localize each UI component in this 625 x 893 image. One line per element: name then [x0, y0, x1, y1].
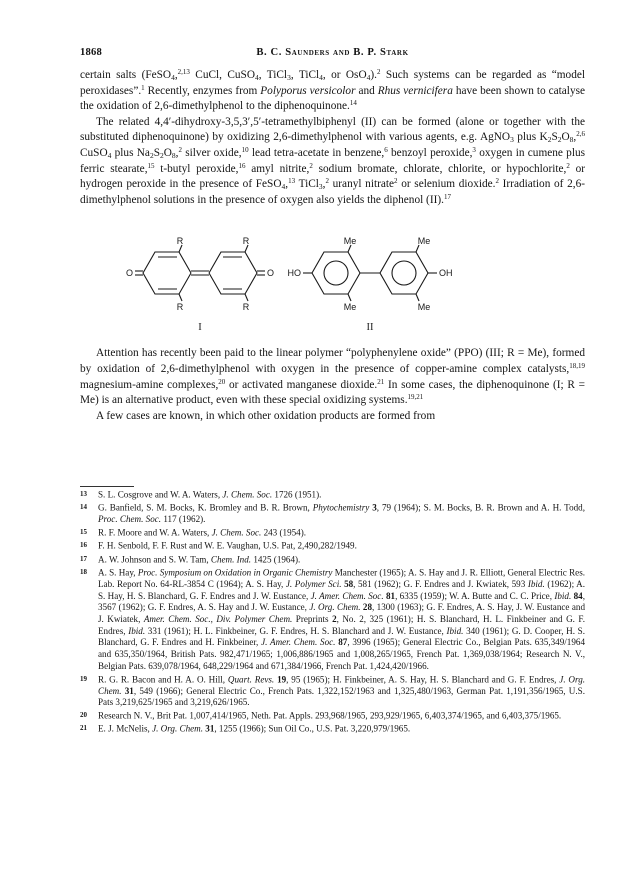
citation-marker: 2 — [178, 145, 182, 154]
subscript: 8 — [171, 150, 176, 160]
compound-label-ii: II — [366, 322, 374, 334]
running-header — [80, 47, 585, 63]
citation-marker: 10 — [241, 145, 249, 154]
emphasis: J. Org. Chem. — [152, 723, 203, 734]
citation-marker: 17 — [443, 192, 451, 201]
citation-marker: 3 — [472, 145, 476, 154]
footnote-number: 16 — [80, 541, 87, 550]
running-head-authors: B. C. Saunders and B. P. Stark — [256, 47, 409, 58]
citation-marker: 21 — [377, 377, 385, 386]
emphasis: J. Chem. Soc. — [211, 527, 262, 538]
subscript: 4 — [281, 182, 286, 192]
footnote-number: 13 — [80, 490, 87, 498]
footnote-number: 19 — [80, 674, 87, 683]
citation-marker: 6 — [384, 145, 388, 154]
emphasis: Ibid. — [527, 578, 545, 589]
methyl-1: Me — [343, 236, 357, 247]
footnote-21: 21 E. J. McNelis, J. Org. Chem. 31, 1255 (1966); Sun Oil Co., U.S. Pat. 3,220,979/1965. — [80, 723, 411, 734]
emphasis: Ibid. — [446, 625, 464, 636]
footnote-13: 13 S. L. Cosgrove and W. A. Waters, J. Chem. Soc. 1726 (1951). — [80, 489, 322, 500]
subscript: 4 — [107, 150, 112, 160]
citation-marker: 2 — [495, 177, 499, 186]
footnotes — [80, 489, 585, 737]
emphasis: 31 — [124, 685, 134, 696]
emphasis: 81 — [385, 590, 396, 601]
emphasis: 31 — [205, 723, 215, 734]
subscript: 4 — [171, 73, 175, 82]
footnote-number: 20 — [80, 711, 87, 720]
citation-marker: 20 — [218, 377, 226, 386]
paragraph-diphenol: The related 4,4′-dihydroxy-3,5,3′,5′-tetramethylbiphenyl (II) can be formed (alone or together with the substituted diphenoquinone) by oxidizing 2,6-dimethylphenol with various agents, e.g. AgNO$_3$ plus $K_2S_2O_8,^{2,6}$ CuSO$_4$ plus $Na_2S_2O_8,^2$ silver oxide,$^{10}$ lead tetra-acetate in benzene,$^6$ benzoyl peroxide,$^3$ oxygen in cumene plus ferric stearate,$^{15}$ t-butyl peroxide,$^{16}$ amyl nitrite,$^2$ sodium bromate, chlorate, chlorite, or hypochlorite,$^2$ or hydrogen peroxide in the presence of FeSO$_4$,$^{13}$ TiCl$_3$,$^2$ uranyl nitrate$^2$ or selenium dioxide.$^2$ Irradiation of 2,6-dimethylphenol solutions in the presence of oxygen also yields the diphenol (II).$^{17}$ — [80, 115, 586, 206]
paragraph-other-products: A few cases are known, in which other oxidation products are formed from — [96, 409, 436, 422]
chemical-structures — [80, 216, 585, 340]
emphasis: Ibid. — [554, 590, 572, 601]
emphasis: 84 — [573, 590, 583, 601]
footnote-15: 15 R. F. Moore and W. A. Waters, J. Chem. Soc. 243 (1954). — [80, 527, 307, 538]
methyl-2: Me — [417, 236, 431, 247]
citation-marker: 2 — [309, 161, 313, 170]
emphasis: Ibid. — [128, 625, 146, 636]
methyl-3: Me — [343, 302, 357, 313]
page-number: 1868 — [80, 47, 102, 58]
footnote-rule — [80, 486, 134, 487]
footnote-18: 18 A. S. Hay, Proc. Symposium on Oxidation in Organic Chemistry Manchester (1965); A. S. Hay and J. R. Elliott, General Electric Res. Lab. Report No. 64-RL-3854 C (1964); A. S. Hay, J. Polymer Sci. 58, 581 (1962); G. F. Endres and J. Kwiatek, 593 Ibid. (1962); A. S. Hay, H. S. Blanchard, G. F. Endres and J. W. Eustance, J. Amer. Chem. Soc. 81, 6335 (1959); W. A. Butte and C. C. Price, Ibid. 84, 3567 (1962); G. F. Endres, A. S. Hay and J. W. Eustance, J. Org. Chem. 28, 1300 (1963); G. F. Endres, A. S. Hay, J. W. Eustance and J. Kwiatek, Amer. Chem. Soc., Div. Polymer Chem. Preprints 2, No. 2, 325 (1961); H. S. Blanchard, H. L. Finkbeiner and G. F. Endres, Ibid. 331 (1961); H. L. Finkbeiner, G. F. Endres, H. S. Blanchard and J. W. Eustance, Ibid. 340 (1961); G. D. Cooper, H. S. Blanchard, G. F. Endres and H. Finkbeiner, J. Amer. Chem. Soc. 87, 3996 (1965); General Electric Co., Belgian Pats. 635,349/1964 and 635,350/1964, British Pats. 982,471/1965; 1,006,886/1965 and 1,008,265/1965, French Pat. 1,369,038/1964; Research N. V., Belgian Pats. 639,078/1964, 648,229/1964 and 671,384/1966, French Pat. 1,424,420/1966. — [80, 567, 586, 671]
emphasis: 19 — [277, 674, 287, 685]
subscript: 4 — [319, 73, 323, 82]
compound-label-i: I — [198, 322, 202, 334]
substituent-r-3: R — [176, 302, 184, 313]
subscript: 3 — [287, 73, 291, 82]
methyl-4: Me — [417, 302, 431, 313]
citation-marker: 19,21 — [407, 393, 424, 402]
citation-marker: 1 — [141, 83, 145, 92]
emphasis: 87 — [338, 637, 348, 648]
oxygen-right: O — [267, 268, 275, 279]
citation-marker: 14 — [349, 99, 357, 108]
citation-marker: 2 — [566, 161, 570, 170]
structures-figure — [80, 216, 585, 340]
citation-marker: 2 — [325, 177, 329, 186]
citation-marker: 2 — [394, 177, 398, 186]
subscript: 2 — [557, 135, 562, 145]
diphenoquinone-structure — [135, 245, 265, 301]
paragraph-continuation: certain salts (FeSO$_4$,$^{2,13}$ CuCl, CuSO$_4$, TiCl$_3$, TiCl$_4$, or OsO$_4$).$^2$ Such systems can be regarded as “model peroxidases”.$^1$ Recently, enzymes from Polyporus versicolor and Rhus vernicifera have been shown to catalyse the oxidation of 2,6-dimethylphenol to the diphenoquinone.$^{14}$ — [80, 68, 585, 113]
emphasis: 3 — [372, 502, 377, 513]
footnote-number: 15 — [80, 528, 87, 537]
subscript: 8 — [569, 135, 574, 145]
footnote-17: 17 A. W. Johnson and S. W. Tam, Chem. Ind. 1425 (1964). — [80, 554, 301, 565]
biphenyldiol-structure — [303, 245, 437, 301]
citation-marker: 2,6 — [576, 130, 585, 139]
substituent-r-4: R — [242, 302, 250, 313]
emphasis: Quart. Revs. — [227, 674, 275, 685]
citation-marker: 18,19 — [569, 361, 585, 370]
subscript: 3 — [318, 182, 323, 192]
emphasis: Phytochemistry — [312, 502, 370, 513]
emphasis: J. Amer. Chem. Soc. — [261, 637, 336, 648]
footnote-number: 21 — [80, 724, 87, 733]
emphasis: J. Org. Chem. — [309, 602, 361, 613]
body-text — [80, 68, 585, 424]
emphasis: Polyporus versicolor — [260, 84, 356, 97]
emphasis: 58 — [344, 578, 354, 589]
citation-marker: 15 — [147, 161, 155, 170]
substituent-r-1: R — [176, 236, 184, 247]
citation-marker: 16 — [238, 161, 246, 170]
footnote-number: 17 — [80, 554, 87, 563]
subscript: 4 — [366, 73, 371, 82]
emphasis: Rhus vernicifera — [377, 84, 453, 97]
substituent-r-2: R — [242, 236, 250, 247]
footnote-number: 14 — [80, 503, 87, 512]
citation-marker: 13 — [288, 177, 296, 186]
oxygen-left: O — [125, 268, 133, 279]
subscript: 2 — [149, 150, 154, 160]
footnote-14: 14 G. Banfield, S. M. Bocks, K. Bromley and B. R. Brown, Phytochemistry 3, 79 (1964); S. M. Bocks, B. R. Brown and A. H. Todd, Proc. Chem. Soc. 117 (1962). — [80, 502, 585, 525]
hydroxyl-right: OH — [439, 268, 453, 279]
emphasis: 28 — [362, 602, 372, 613]
paragraph-ppo: Attention has recently been paid to the linear polymer “polyphenylene oxide” (PPO) (III; R = Me), formed by oxidation of 2,6-dimethylphenol with oxygen in the presence of copper-amine complex catalysts,$^{18,19}$ magnesium-amine complexes,$^{20}$ or activated manganese dioxide.$^{21}$ In some cases, the diphenoquinone (I; R = Me) is an alternative product, even with these special oxidizing systems.$^{19,21}$ — [80, 347, 586, 407]
footnote-number: 18 — [80, 567, 87, 576]
subscript: 3 — [510, 135, 514, 145]
emphasis: Chem. Ind. — [210, 554, 252, 565]
subscript: 4 — [254, 73, 259, 82]
emphasis: J. Chem. Soc. — [222, 489, 273, 500]
emphasis: J. Amer. Chem. Soc. — [310, 590, 384, 601]
emphasis: Proc. Chem. Soc. — [98, 514, 162, 525]
emphasis: J. Org. Chem. — [98, 674, 586, 696]
footnote-19: 19 R. G. R. Bacon and H. A. O. Hill, Quart. Revs. 19, 95 (1965); H. Finkbeiner, A. S. Hay, H. S. Blanchard and G. F. Endres, J. Org. Chem. 31, 549 (1966); General Electric Co., French Pats. 1,322,152/1963 and 1,325,480/1963, German Pat. 1,191,356/1965, U.S. Pats 3,219,625/1965 and 3,219,626/1965. — [80, 674, 586, 708]
subscript: 2 — [547, 135, 552, 145]
citation-marker: 2,13 — [177, 68, 190, 76]
subscript: 2 — [159, 150, 164, 160]
footnote-16: 16 F. H. Senbold, F. F. Rust and W. E. Vaughan, U.S. Pat, 2,490,282/1949. — [80, 540, 357, 551]
emphasis: Amer. Chem. Soc., Div. Polymer Chem. — [143, 614, 293, 625]
hydroxyl-left: HO — [287, 268, 301, 279]
emphasis: 2 — [332, 614, 337, 625]
footnote-20: 20 Research N. V., Brit Pat. 1,007,414/1965, Neth. Pat. Appls. 293,968/1965, 293,929/1965, 6,403,374/1965, and 6,403,375/1965. — [80, 710, 562, 721]
emphasis: Proc. Symposium on Oxidation in Organic Chemistry — [137, 567, 333, 578]
citation-marker: 2 — [376, 68, 381, 76]
emphasis: J. Polymer Sci. — [285, 578, 342, 589]
